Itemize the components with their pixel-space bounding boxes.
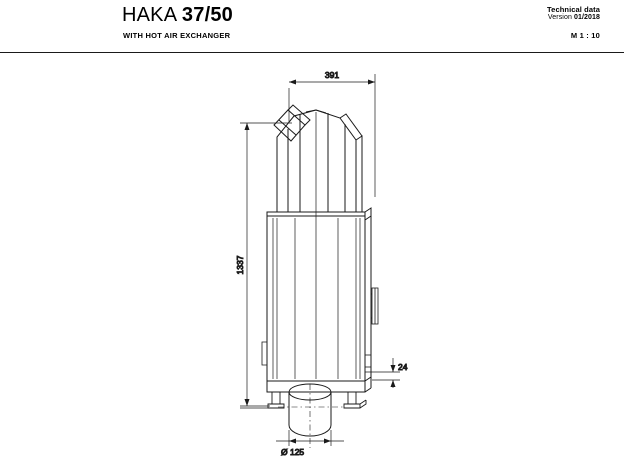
stove-elevation-svg bbox=[0, 52, 624, 460]
scale-label: M 1 : 10 bbox=[570, 31, 600, 40]
technical-data-title: Technical data bbox=[547, 5, 600, 14]
version-label: Version bbox=[547, 14, 574, 22]
page-title bbox=[122, 4, 233, 27]
dimension-height-1337 bbox=[240, 123, 292, 406]
door-handle-left bbox=[262, 342, 267, 365]
flue-centerlines bbox=[278, 384, 344, 448]
model-number: 37/50 bbox=[181, 4, 233, 26]
dimension-height-label: 1337 bbox=[235, 255, 245, 275]
brand-name: HAKA bbox=[122, 4, 182, 26]
technical-drawing bbox=[0, 52, 624, 460]
page-subtitle: WITH HOT AIR EXCHANGER bbox=[123, 31, 231, 40]
version-line bbox=[547, 14, 600, 23]
dimension-depth-24 bbox=[365, 358, 400, 388]
dimension-depth-label: 24 bbox=[398, 362, 408, 372]
technical-data-block bbox=[547, 5, 600, 23]
right-bracket bbox=[365, 355, 371, 367]
hot-air-exchanger bbox=[277, 110, 362, 212]
stove-body bbox=[267, 208, 371, 392]
version-value: 01/2018 bbox=[573, 14, 600, 22]
page-header bbox=[0, 0, 624, 52]
door-handle-right bbox=[371, 288, 378, 324]
front-glass-panel bbox=[273, 112, 360, 379]
dimension-width-label: 391 bbox=[324, 70, 340, 80]
dimension-flue-diameter-label: Ø 125 bbox=[281, 447, 305, 457]
